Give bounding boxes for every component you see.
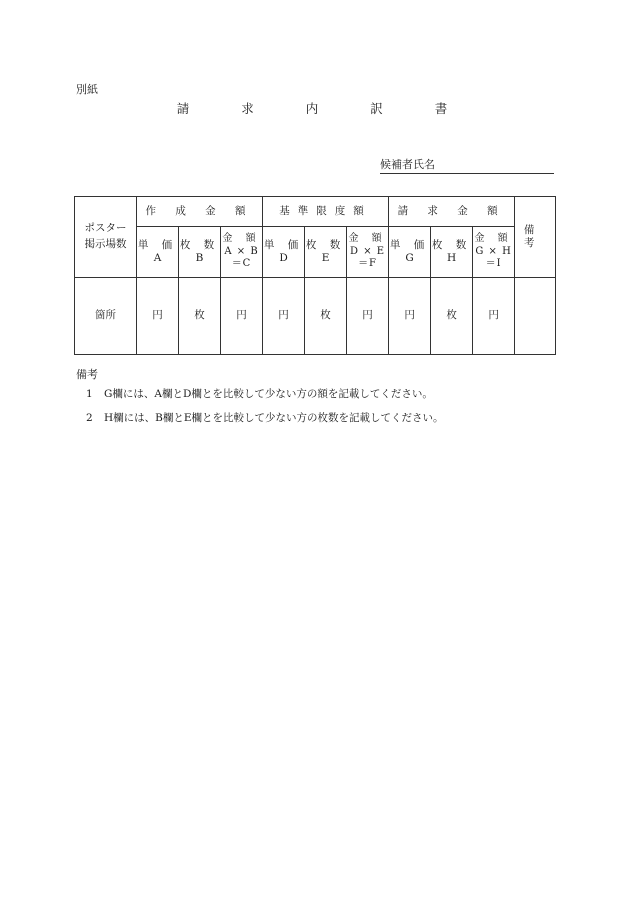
count-b-cell[interactable]: 枚 (179, 278, 221, 355)
note-item (86, 386, 433, 401)
candidate-name-label: 候補者氏名 (380, 158, 435, 171)
remarks-cell[interactable] (515, 278, 556, 355)
sub-header-cell: 金 額 D × E ＝F (347, 227, 389, 278)
sub-header-cell: 単 価 A (137, 227, 179, 278)
notes-heading: 備考 (76, 368, 98, 381)
standard-limit-header: 基準限度額 (263, 197, 389, 227)
remarks-header: 備 考 (515, 197, 556, 278)
amount-f-cell[interactable]: 円 (347, 278, 389, 355)
note-item (86, 410, 444, 425)
unit-price-g-cell[interactable]: 円 (389, 278, 431, 355)
note-text: H欄には、B欄とE欄とを比較して少ない方の枚数を記載してください。 (104, 412, 444, 424)
candidate-name-field[interactable] (380, 156, 554, 174)
document-title: 請 求 内 訳 書 (176, 101, 472, 116)
amount-i-cell[interactable]: 円 (473, 278, 515, 355)
count-e-cell[interactable]: 枚 (305, 278, 347, 355)
sub-header-cell: 金 額 G × H ＝I (473, 227, 515, 278)
note-number: 2 (86, 412, 93, 424)
attachment-label: 別紙 (76, 83, 98, 96)
sub-header-row (75, 227, 556, 278)
sub-header-cell: 枚 数 E (305, 227, 347, 278)
entry-row (75, 278, 556, 355)
billing-breakdown-table (74, 196, 556, 355)
posters-count-cell[interactable]: 箇所 (75, 278, 137, 355)
production-amount-header: 作 成 金 額 (137, 197, 263, 227)
unit-price-d-cell[interactable]: 円 (263, 278, 305, 355)
sub-header-cell: 枚 数 B (179, 227, 221, 278)
sub-header-cell: 枚 数 H (431, 227, 473, 278)
sub-header-cell: 単 価 D (263, 227, 305, 278)
note-text: G欄には、A欄とD欄とを比較して少ない方の額を記載してください。 (104, 388, 433, 400)
count-h-cell[interactable]: 枚 (431, 278, 473, 355)
amount-c-cell[interactable]: 円 (221, 278, 263, 355)
unit-price-a-cell[interactable]: 円 (137, 278, 179, 355)
sub-header-cell: 単 価 G (389, 227, 431, 278)
sub-header-cell: 金 額 A × B ＝C (221, 227, 263, 278)
posters-header: ポスター 掲示場数 (75, 197, 137, 278)
claim-amount-header: 請 求 金 額 (389, 197, 515, 227)
note-number: 1 (86, 388, 93, 400)
